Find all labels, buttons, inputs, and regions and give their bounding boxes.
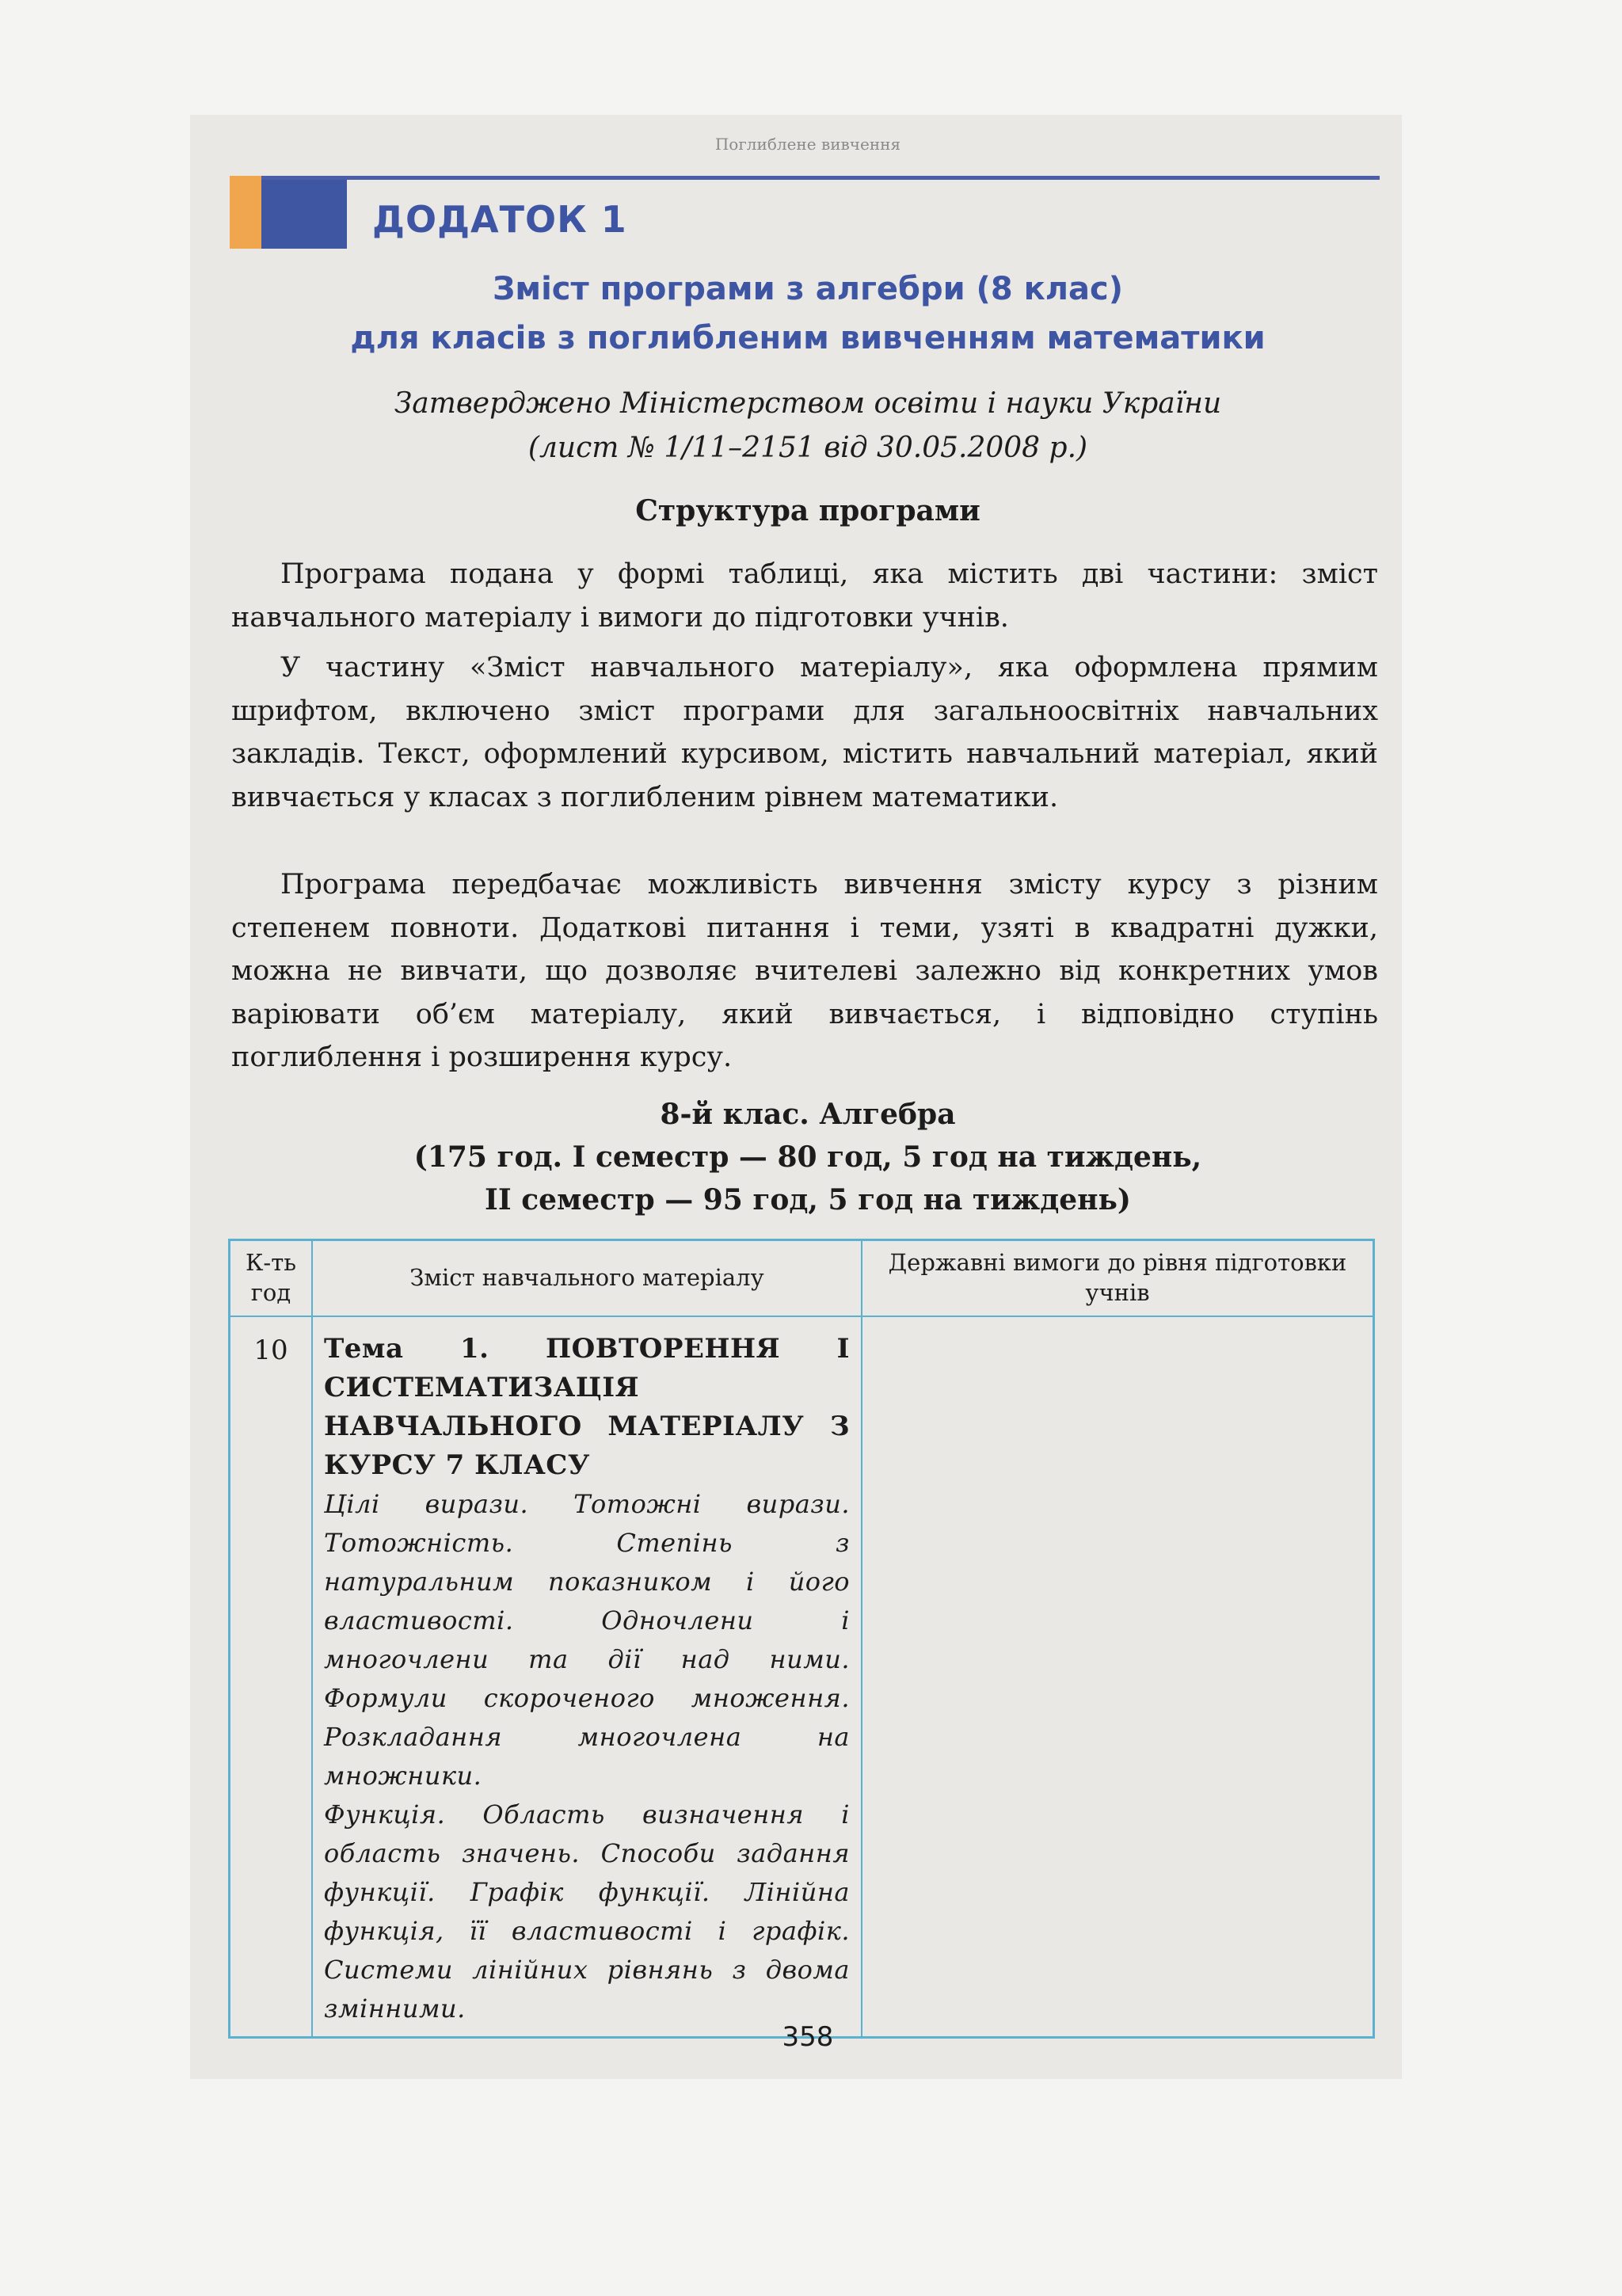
appendix-label: ДОДАТОК 1 xyxy=(372,198,627,241)
content-paragraph-2: Функція. Область визначення і область значень. Способи задання функції. Графік функції. Лінійна функція, її властивості і графік. Системи лінійних рівнянь з двома змінними. xyxy=(324,1799,850,2024)
program-table xyxy=(228,1239,1375,2039)
paragraph-3: Програма передбачає можливість вивчення змісту курсу з різним степенем повноти. Додаткові питання і теми, узяті в квадратні дужки, можна не вивчати, що дозволяє вчителеві залежно від конкретних умов варіювати об’єм матеріалу, який вивчається, і відповідно ступінь поглиблення і розширення курсу. xyxy=(231,869,1378,1073)
appendix-accent-blue xyxy=(261,176,347,249)
cell-requirements xyxy=(862,1316,1374,2038)
appendix-accent-orange xyxy=(230,176,261,249)
header-requirements: Державні вимоги до рівня підготовки учнів xyxy=(862,1240,1374,1317)
header-rule xyxy=(261,176,1380,180)
course-hours-line2: II семестр — 95 год, 5 год на тиждень) xyxy=(485,1183,1131,1217)
header-hours: К-ть год xyxy=(230,1240,313,1317)
content-paragraph-1: Цілі вирази. Тотожні вирази. Тотожність. Степінь з натуральним показником і його властивості. Одночлени і многочлени та дії над ними. Формули скороченого множення. Розкладання многочлена на множники. xyxy=(324,1489,850,1791)
table-header-row xyxy=(230,1240,1374,1317)
course-title: 8-й клас. Алгебра xyxy=(660,1098,956,1131)
paragraph-1: Програма подана у формі таблиці, яка містить дві частини: зміст навчального матеріалу і вимоги до підготовки учнів. xyxy=(231,558,1378,634)
table-row xyxy=(230,1316,1374,2038)
course-hours-line1: (175 год. I семестр — 80 год, 5 год на тиждень, xyxy=(413,1140,1202,1174)
header-content: Зміст навчального матеріалу xyxy=(312,1240,862,1317)
paragraph-2: У частину «Зміст навчального матеріалу», яка оформлена прямим шрифтом, включено зміст програми для загальноосвітніх навчальних закладів. Текст, оформлений курсивом, містить навчальний матеріал, який вивчається у класах з поглибленим рівнем математики. xyxy=(231,652,1378,813)
cell-hours: 10 xyxy=(230,1316,313,2038)
page-title-line2: для класів з поглибленим вивченням математики xyxy=(350,320,1266,356)
page-number: 358 xyxy=(782,2021,834,2053)
section-title: Структура програми xyxy=(635,494,980,527)
topic-title: Тема 1. ПОВТОРЕННЯ І СИСТЕМАТИЗАЦІЯ НАВЧАЛЬНОГО МАТЕРІАЛУ З КУРСУ 7 КЛАСУ xyxy=(324,1333,850,1481)
running-head: Поглиблене вивчення xyxy=(714,135,901,154)
approval-note-line1: Затверджено Міністерством освіти і науки України xyxy=(394,387,1222,420)
page-title-line1: Зміст програми з алгебри (8 клас) xyxy=(492,271,1124,307)
approval-note-line2: (лист № 1/11–2151 від 30.05.2008 р.) xyxy=(527,432,1088,464)
cell-content xyxy=(312,1316,862,2038)
